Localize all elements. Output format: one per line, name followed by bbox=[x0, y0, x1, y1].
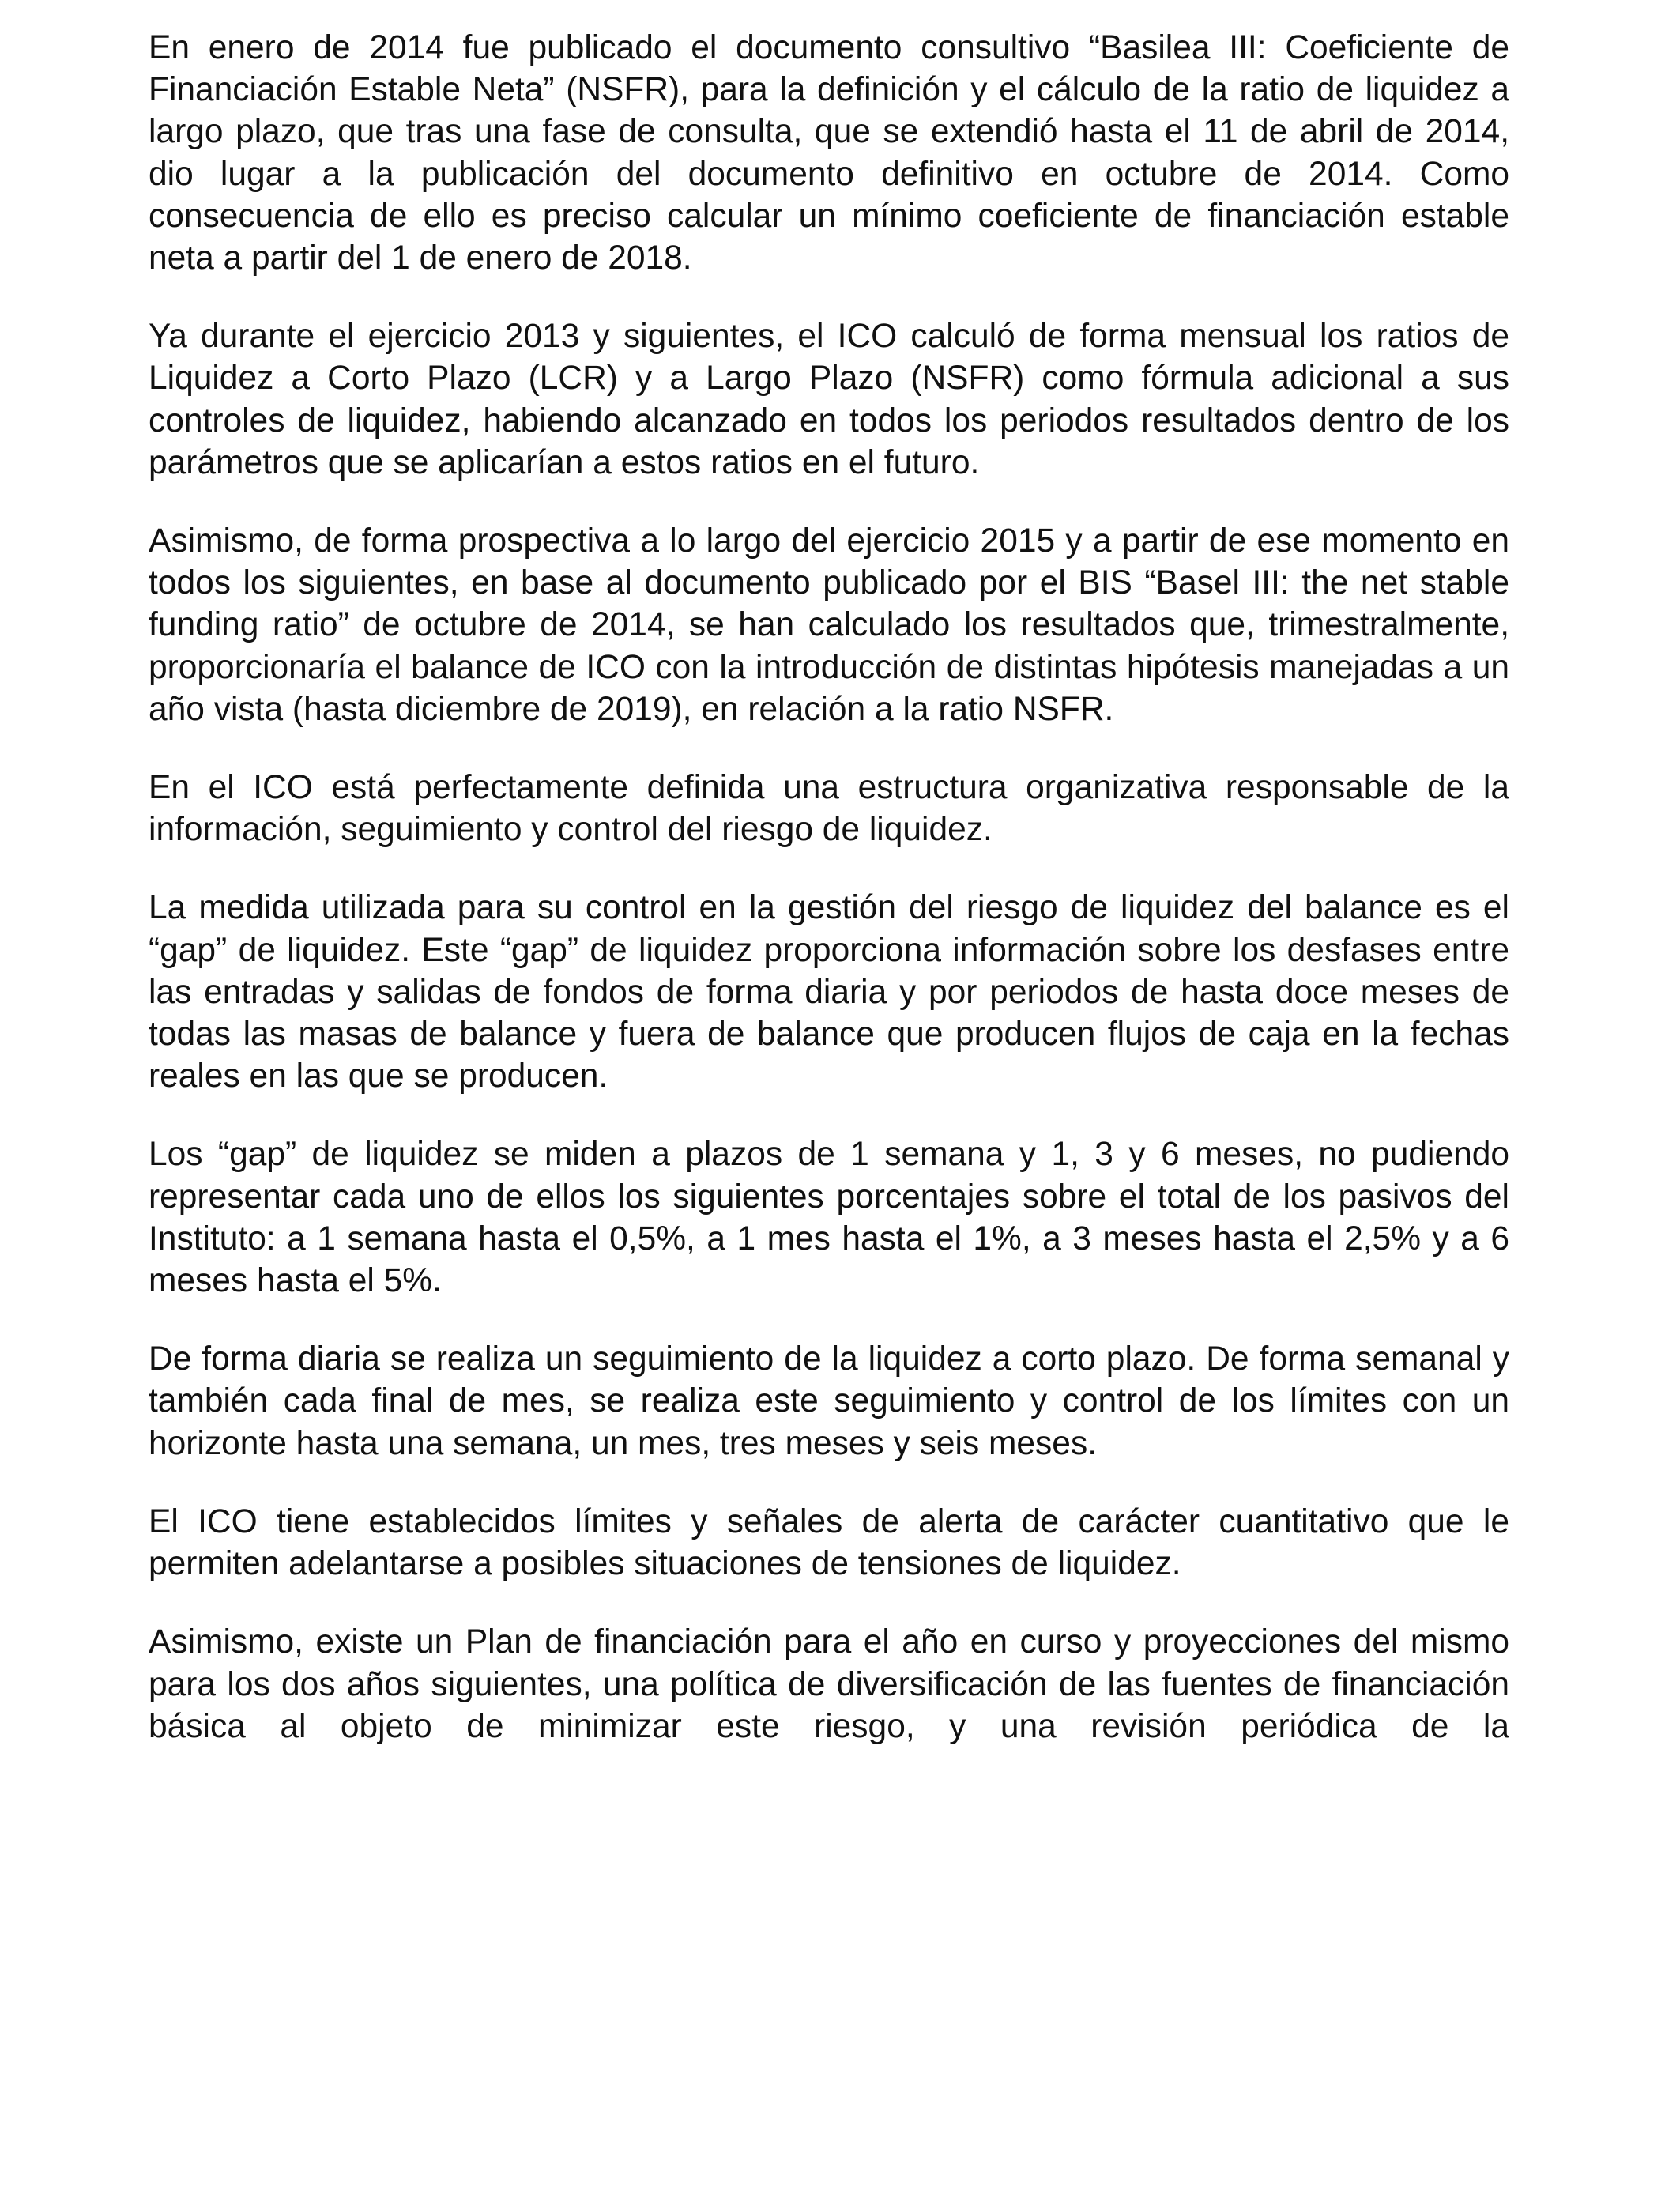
paragraph-financing-plan: Asimismo, existe un Plan de financiación para el año en curso y proyecciones del mismo para los dos años siguientes, una política de diversificación de las fuentes de financiación básica al objeto de minimizar este riesgo, y una revisión periódica de la bbox=[149, 1623, 1509, 1745]
paragraph-monitoring: De forma diaria se realiza un seguimiento de la liquidez a corto plazo. De forma semanal y también cada final de mes, se realiza este seguimiento y control de los límites con un horizonte hasta una semana, un mes, tres meses y seis meses. bbox=[149, 1340, 1509, 1462]
paragraph-liquidity-gap: La medida utilizada para su control en la gestión del riesgo de liquidez del balance es el “gap” de liquidez. Este “gap” de liquidez proporciona información sobre los desfases entre las entradas y salidas de fondos de forma diaria y por periodos de hasta doce meses de todas las masas de balance y fuera de balance que producen flujos de caja en la fechas reales en las que se producen. bbox=[149, 889, 1509, 1095]
paragraph-ratios-2013: Ya durante el ejercicio 2013 y siguientes, el ICO calculó de forma mensual los ratios de Liquidez a Corto Plazo (LCR) y a Largo Plazo (NSFR) como fórmula adicional a sus controles de liquidez, habiendo alcanzado en todos los periodos resultados dentro de los parámetros que se aplicarían a estos ratios en el futuro. bbox=[149, 318, 1509, 481]
paragraph-nsfr-consultation: En enero de 2014 fue publicado el documento consultivo “Basilea III: Coeficiente de Financiación Estable Neta” (NSFR), para la definición y el cálculo de la ratio de liquidez a largo plazo, que tras una fase de consulta, que se extendió hasta el 11 de abril de 2014, dio lugar a la publicación del documento definitivo en octubre de 2014. Como consecuencia de ello es preciso calcular un mínimo coeficiente de financiación estable neta a partir del 1 de enero de 2018. bbox=[149, 29, 1509, 277]
paragraph-prospective-2015: Asimismo, de forma prospectiva a lo largo del ejercicio 2015 y a partir de ese momento en todos los siguientes, en base al documento publicado por el BIS “Basel III: the net stable funding ratio” de octubre de 2014, se han calculado los resultados que, trimestralmente, proporcionaría el balance de ICO con la introducción de distintas hipótesis manejadas a un año vista (hasta diciembre de 2019), en relación a la ratio NSFR. bbox=[149, 522, 1509, 728]
paragraph-alert-signals: El ICO tiene establecidos límites y señales de alerta de carácter cuantitativo que le permiten adelantarse a posibles situaciones de tensiones de liquidez. bbox=[149, 1502, 1509, 1583]
paragraph-organizational-structure: En el ICO está perfectamente definida una estructura organizativa responsable de la información, seguimiento y control del riesgo de liquidez. bbox=[149, 769, 1509, 849]
document-body bbox=[149, 27, 1509, 1747]
paragraph-gap-limits: Los “gap” de liquidez se miden a plazos de 1 semana y 1, 3 y 6 meses, no pudiendo representar cada uno de ellos los siguientes porcentajes sobre el total de los pasivos del Instituto: a 1 semana hasta el 0,5%, a 1 mes hasta el 1%, a 3 meses hasta el 2,5% y a 6 meses hasta el 5%. bbox=[149, 1136, 1509, 1300]
